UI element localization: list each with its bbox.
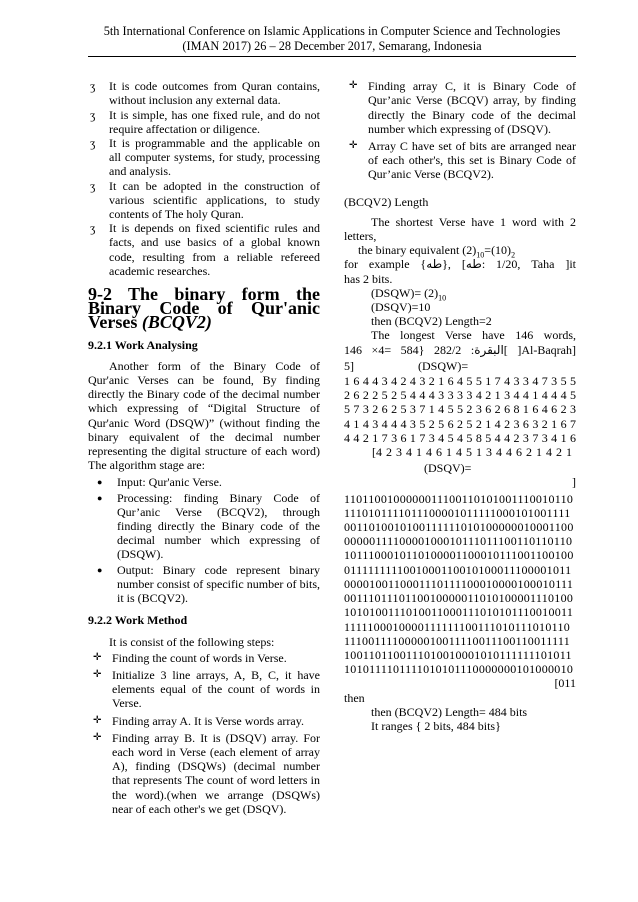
binary-equivalent-line [358, 243, 576, 260]
step-text: Finding array C, it is Binary Code of Qur’anic Verse (BCQV) array, by finding directly the Binary code of the decimal number which expressing of (DSQV). [368, 79, 576, 136]
ornate-bullet-icon: ʒ [90, 107, 96, 122]
dsqw-label-row [344, 359, 576, 373]
bracket-prefix: 5] [344, 358, 354, 373]
feature-item [88, 221, 320, 278]
dsqw-pre: (DSQW)= (2) [371, 285, 439, 300]
feature-text: It is simple, has one fixed rule, and do not require affectation or diligence. [109, 107, 320, 136]
dsqw-value-line [371, 285, 576, 303]
step-text: Finding array A. It is Verse words array. [112, 713, 304, 728]
dsqw-label: (DSQW)= [418, 358, 469, 373]
two-column-body [88, 79, 576, 819]
stage-text: Output: Binary code represent binary number consist of specific number of bits, it is (BCQV2). [117, 562, 320, 606]
steps-intro: It is consist of the following steps: [109, 634, 275, 649]
section-heading-acronym: (BCQV2) [141, 312, 212, 333]
longest-verse-line-1: The longest Verse have 146 words, [371, 328, 576, 343]
shortest-verse-line-1: The shortest Verse have 1 word with 2 [371, 214, 576, 229]
step-text: Array C have set of bits are arranged near of each other's, this set is Binary Code of Qur’anic Verse (BCQV2). [368, 139, 576, 182]
cross-bullet-icon: ✛ [93, 731, 102, 743]
binary-line: 1011100010110100001100010111001100100 [344, 548, 574, 563]
binary-line: 1110011110000010011110011100110011111 [344, 633, 571, 648]
subsection-heading-9-2-2: 9.2.2 Work Method [88, 613, 188, 628]
dsqw-digits-line: 4 4 2 1 7 3 6 1 7 3 4 5 4 5 8 5 4 4 2 3 7 3 4 1 6 [344, 430, 576, 445]
step-text: Initialize 3 line arrays, A, B, C, it have elements equal of the count of words in Verse. [112, 667, 320, 711]
right-column [344, 79, 576, 819]
binary-line: 0000100110001110111100010000100010111 [344, 576, 574, 591]
cross-bullet-icon: ✛ [93, 714, 102, 726]
algorithm-stage-item [88, 563, 320, 606]
bcqv2-length-heading: (BCQV2) Length [344, 194, 429, 209]
ornate-bullet-icon: ʒ [90, 136, 96, 150]
binary-line: 0000011110000100010111011100110110110 [344, 534, 573, 549]
binary-line: 0011101110110010000011010100001110100 [344, 591, 574, 606]
binary-line: 1010100111010011000111010101110010011 [344, 605, 574, 620]
work-method-step [88, 714, 320, 728]
dsqv-value-line: (DSQV)=10 [371, 300, 431, 315]
ornate-bullet-icon: ʒ [90, 79, 96, 94]
header-line-1: 5th International Conference on Islamic Applications in Computer Science and Technologies [103, 24, 561, 38]
binary-line: 1101100100000011100110101001110010110 [344, 491, 574, 506]
binary-tail: [011 [554, 676, 576, 691]
work-method-step [88, 651, 320, 665]
feature-text: It is programmable and the applicable on all computer systems, for study, processing and analysis. [109, 136, 320, 179]
dsqw-digits-line: 2 6 2 2 5 2 5 4 4 4 3 3 3 3 4 2 1 3 4 4 1 4 4 4 5 [344, 388, 576, 403]
step-text: Finding the count of words in Verse. [112, 650, 287, 665]
cross-bullet-icon: ✛ [349, 80, 358, 92]
binary-line: 1001101100111010010001010111111101011 [344, 647, 572, 662]
equiv-subscript-10: 10 [476, 250, 485, 260]
algorithm-stage-item [88, 491, 320, 562]
ornate-bullet-icon: ʒ [90, 221, 96, 236]
dot-bullet-icon: ● [97, 492, 103, 503]
equiv-subscript-2: 2 [511, 250, 516, 260]
header-rule [88, 56, 576, 57]
cross-bullet-icon: ✛ [349, 140, 358, 151]
binary-line: 1110101111011100001011111000101001111 [344, 505, 571, 520]
shortest-verse-line-2: letters, [344, 229, 377, 244]
binary-line: 0011010010100111111010100000010001100 [344, 520, 574, 535]
conference-header [88, 24, 576, 53]
dot-bullet-icon: ● [97, 477, 103, 488]
ranges-line: It ranges { 2 bits, 484 bits} [371, 718, 501, 733]
binary-line: 1010111101111010101110000000101000010 [344, 662, 574, 677]
dsqw-subscript-10: 10 [438, 293, 447, 303]
equiv-mid: =(10) [484, 243, 512, 258]
work-method-step [344, 139, 576, 182]
dsqw-digits-tail: [4 2 3 4 1 4 6 1 4 5 1 3 4 4 6 2 1 4 2 1 [372, 445, 572, 460]
cross-bullet-icon: ✛ [93, 668, 102, 680]
longest-verse-line-2: 146 ×4= 584} 282/2 :البقرة[ ]Al-Baqrah] [344, 342, 576, 357]
dot-bullet-icon: ● [97, 564, 103, 575]
left-column [88, 79, 320, 819]
feature-text: It is depends on fixed scientific rules and facts, and use basics of a global known code, resulting from a reliable refereed academic researches. [109, 221, 320, 278]
dsqw-digits-line: 1 6 4 4 3 4 2 4 3 2 1 6 4 5 5 1 7 4 3 3 4 7 3 5 5 [344, 374, 576, 389]
then-length-2-line: then (BCQV2) Length=2 [371, 314, 492, 329]
ornate-bullet-icon: ʒ [90, 178, 96, 193]
work-method-step [88, 668, 320, 711]
example-tail: has 2 bits. [344, 271, 393, 286]
feature-item [88, 136, 320, 179]
binary-line: 0111111111001000110010100011100001011 [344, 562, 572, 577]
work-method-step [88, 731, 320, 816]
then-length-484-line: then (BCQV2) Length= 484 bits [371, 704, 528, 719]
feature-item [88, 79, 320, 107]
equiv-pre: the binary equivalent (2) [358, 243, 477, 258]
dsqw-digits-line: 4 1 4 3 4 4 4 3 5 2 5 6 2 5 2 1 4 2 3 6 3 2 1 6 7 [344, 416, 576, 431]
cross-bullet-icon: ✛ [93, 651, 102, 663]
header-line-2: (IMAN 2017) 26 – 28 December 2017, Semarang, Indonesia [182, 38, 482, 53]
dsqv-label: (DSQV)= [424, 461, 472, 476]
closing-bracket: ] [572, 475, 576, 490]
dsqw-digits-line: 5 7 3 2 6 2 5 3 7 1 4 5 5 2 3 6 2 6 8 1 6 4 6 2 3 [344, 402, 576, 417]
binary-line: 1111100010000111111100111010111010110 [344, 619, 571, 634]
section-heading-text: 9-2 The binary form the Binary Code of Qur'anic Verses [88, 284, 320, 333]
stage-text: Input: Qur'anic Verse. [117, 475, 222, 490]
subsection-heading-9-2-1: 9.2.1 Work Analysing [88, 337, 198, 352]
feature-text: It can be adopted in the construction of various scientific applications, to study contents of The holy Quran. [109, 178, 320, 222]
work-analysing-paragraph: Another form of the Binary Code of Qur'anic Verses can be found, By finding directly the Binary code of the decimal number which expressing of “Digital Structure of Qur'anic Word (DSQW)” (without finding the binary equivalent of the decimal number representing the digital structure of each word) The algorithm stage are: [88, 358, 320, 473]
stage-text: Processing: finding Binary Code of Qur’anic Verse (BCQV2), through finding directly the Binary code of the decimal number which expressing of (DSQW). [117, 490, 320, 562]
then-word: then [344, 690, 365, 705]
step-text: Finding array B. It is (DSQV) array. For each word in Verse (each element of array A), finding (DSQWs) (decimal number that represents The count of word letters in the word).(when we arrange (DSQWs) near of each other's we get (DSQV). [112, 730, 320, 816]
feature-item [88, 108, 320, 136]
feature-item [88, 179, 320, 222]
algorithm-stage-item [88, 475, 320, 489]
work-method-step [344, 79, 576, 136]
feature-text: It is code outcomes from Quran contains, without inclusion any external data. [109, 79, 320, 108]
example-line: for example {طه}, [1/20 :طه, Taha ]it [344, 257, 576, 272]
section-heading-9-2 [88, 284, 320, 333]
